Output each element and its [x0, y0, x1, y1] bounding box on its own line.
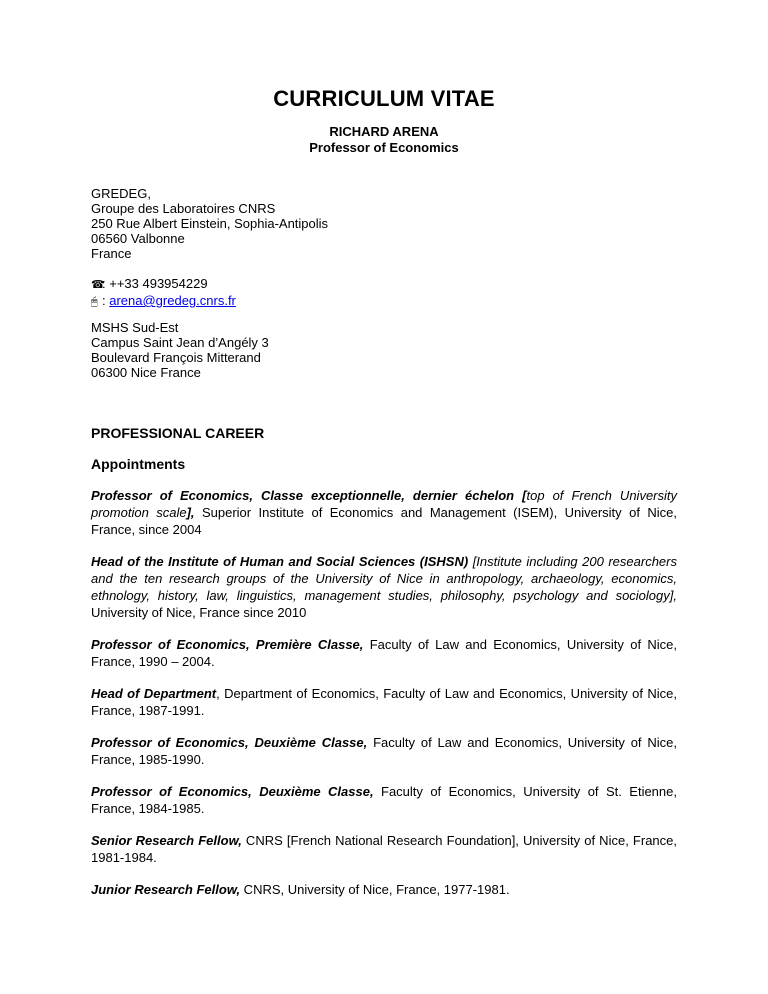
appointment-entry: Professor of Economics, Première Classe, Faculty of Law and Economics, University of Nice, France, 1990 – 2004. — [91, 637, 677, 669]
mouse-icon: 🖱 — [91, 296, 98, 308]
phone-number: : ++33 493954229 — [102, 276, 208, 291]
appointment-entry: Professor of Economics, Classe exceptionnelle, dernier échelon [top of French University promotion scale], Superior Institute of Economics and Management (ISEM), University of Nice, France, since 2004 — [91, 488, 678, 537]
address-line: 06300 Nice France — [91, 365, 201, 380]
email-line — [91, 293, 236, 310]
address-line: Boulevard François Mitterand — [91, 350, 261, 365]
email-prefix: : — [102, 293, 110, 308]
telephone-icon: ☎ — [91, 279, 105, 291]
subsection-heading: Appointments — [91, 456, 186, 472]
address-line: Groupe des Laboratoires CNRS — [91, 201, 276, 216]
email-link[interactable]: arena@gredeg.cnrs.fr — [109, 293, 236, 308]
phone-line — [91, 276, 236, 293]
address-line: 250 Rue Albert Einstein, Sophia-Antipolis — [91, 216, 329, 231]
address-line: France — [91, 246, 132, 261]
appointment-entry: Head of Department, Department of Economics, Faculty of Law and Economics, University of Nice, France, 1987-1991. — [91, 686, 677, 718]
address-line: 06560 Valbonne — [91, 231, 185, 246]
appointment-entry: Senior Research Fellow, CNRS [French National Research Foundation], University of Nice, France, 1981-1984. — [91, 833, 677, 865]
address-gredeg — [91, 186, 328, 261]
appointment-entry: Professor of Economics, Deuxième Classe, Faculty of Economics, University of St. Etienne, France, 1984-1985. — [91, 784, 677, 816]
address-mshs — [91, 320, 269, 380]
appointments-list — [91, 487, 677, 913]
address-line: Campus Saint Jean d’Angély 3 — [91, 335, 269, 350]
contact-block — [91, 276, 236, 310]
document-title: CURRICULUM VITAE — [273, 86, 495, 111]
address-line: GREDEG, — [91, 186, 151, 201]
appointment-entry: Head of the Institute of Human and Social Sciences (ISHSN) [Institute including 200 researchers and the ten research groups of the University of Nice in anthropology, archaeology, economics, ethnology, history, law, linguistics, management studies, philosophy, psychology and sociology], University of Nice, France since 2010 — [91, 554, 677, 620]
author-block — [0, 124, 768, 156]
author-position: Professor of Economics — [309, 140, 459, 155]
section-heading: PROFESSIONAL CAREER — [91, 425, 265, 441]
appointment-entry: Professor of Economics, Deuxième Classe, Faculty of Law and Economics, University of Nice, France, 1985-1990. — [91, 735, 678, 767]
address-line: MSHS Sud-Est — [91, 320, 179, 335]
appointment-entry: Junior Research Fellow, CNRS, University of Nice, France, 1977-1981. — [91, 882, 510, 897]
author-name: RICHARD ARENA — [329, 124, 439, 139]
